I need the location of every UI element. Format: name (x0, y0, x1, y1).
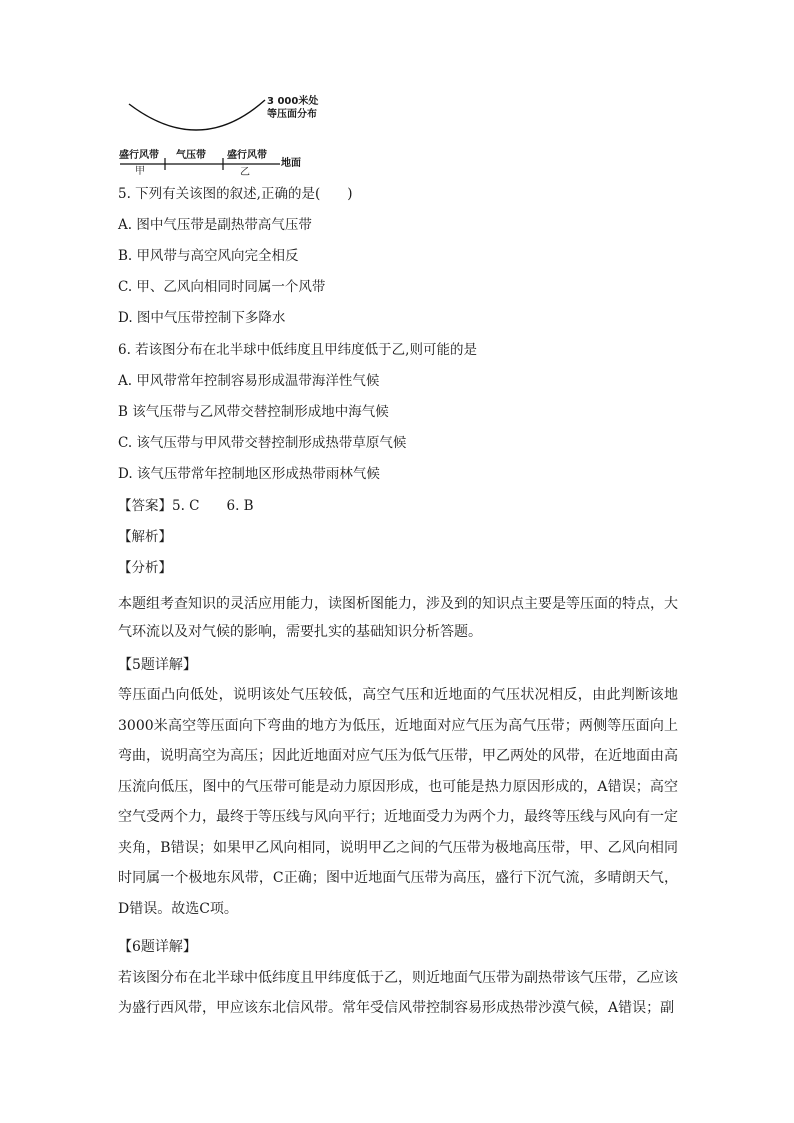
fenxi-heading: 【分析】 (118, 560, 172, 576)
analysis-paragraph: 本题组考查知识的灵活应用能力，读图析图能力，涉及到的知识点主要是等压面的特点，大气环流以及对气候的影响，需要扎实的基础知识分析答题。 (118, 596, 678, 640)
option-6c: C. 该气压带与甲风带交替控制形成热带草原气候 (118, 435, 407, 451)
option-6d: D. 该气压带常年控制地区形成热带雨林气候 (118, 466, 380, 482)
q6-heading: 【6题详解】 (118, 939, 197, 955)
option-6a: A. 甲风带常年控制容易形成温带海洋性气候 (118, 373, 380, 389)
yi-label: 乙 (240, 167, 250, 178)
ground-label: 地面 (281, 158, 301, 169)
left-wind-belt-label: 盛行风带 (119, 150, 159, 161)
jia-label: 甲 (135, 166, 145, 177)
option-6b: B 该气压带与乙风带交替控制形成地中海气候 (118, 404, 389, 420)
jiexi-heading: 【解析】 (118, 529, 172, 545)
isobaric-surface-curve (129, 100, 265, 130)
question-5: 5. 下列有关该图的叙述,正确的是( ) (118, 186, 353, 202)
curve-label-height: 3 000米处 (267, 96, 319, 107)
option-5b: B. 甲风带与高空风向完全相反 (118, 248, 299, 264)
option-5c: C. 甲、乙风向相同时同属一个风带 (118, 279, 326, 295)
q5-heading: 【5题详解】 (118, 657, 197, 673)
pressure-belt-figure (115, 88, 345, 178)
q5-detail: 等压面凸向低处，说明该处气压较低，高空气压和近地面的气压状况相反，由此判断该地3000米高空等压面向下弯曲的地方为低压，近地面对应气压为高气压带；两侧等压面向上弯曲，说明高空为高压；因此近地面对应气压为低气压带，甲乙两处的风带，在近地面由高压流向低压，图中的气压带可能是动力原因形成，也可能是热力原因形成的，A错误；高空空气受两个力，最终于等压线与风向平行；近地面受力为两个力，最终等压线与风向有一定夹角，B错误；如果甲乙风向相同，说明甲乙之间的气压带为极地高压带，甲、乙风向相同时同属一个极地东风带，C正确；图中近地面气压带为高压，盛行下沉气流，多晴朗天气，D错误。故选C项。 (118, 687, 678, 917)
pressure-belt-label: 气压带 (176, 150, 206, 161)
question-6: 6. 若该图分布在北半球中低纬度且甲纬度低于乙,则可能的是 (118, 342, 477, 358)
right-wind-belt-label: 盛行风带 (227, 150, 267, 161)
curve-label-isobar: 等压面分布 (267, 109, 317, 120)
option-5a: A. 图中气压带是副热带高气压带 (118, 217, 312, 233)
option-5d: D. 图中气压带控制下多降水 (118, 310, 286, 326)
q6-detail: 若该图分布在北半球中低纬度且甲纬度低于乙，则近地面气压带为副热带该气压带，乙应该为盛行西风带，甲应该东北信风带。常年受信风带控制容易形成热带沙漠气候，A错误；副 (118, 970, 678, 1016)
answer-line: 【答案】5. C 6. B (118, 498, 254, 514)
